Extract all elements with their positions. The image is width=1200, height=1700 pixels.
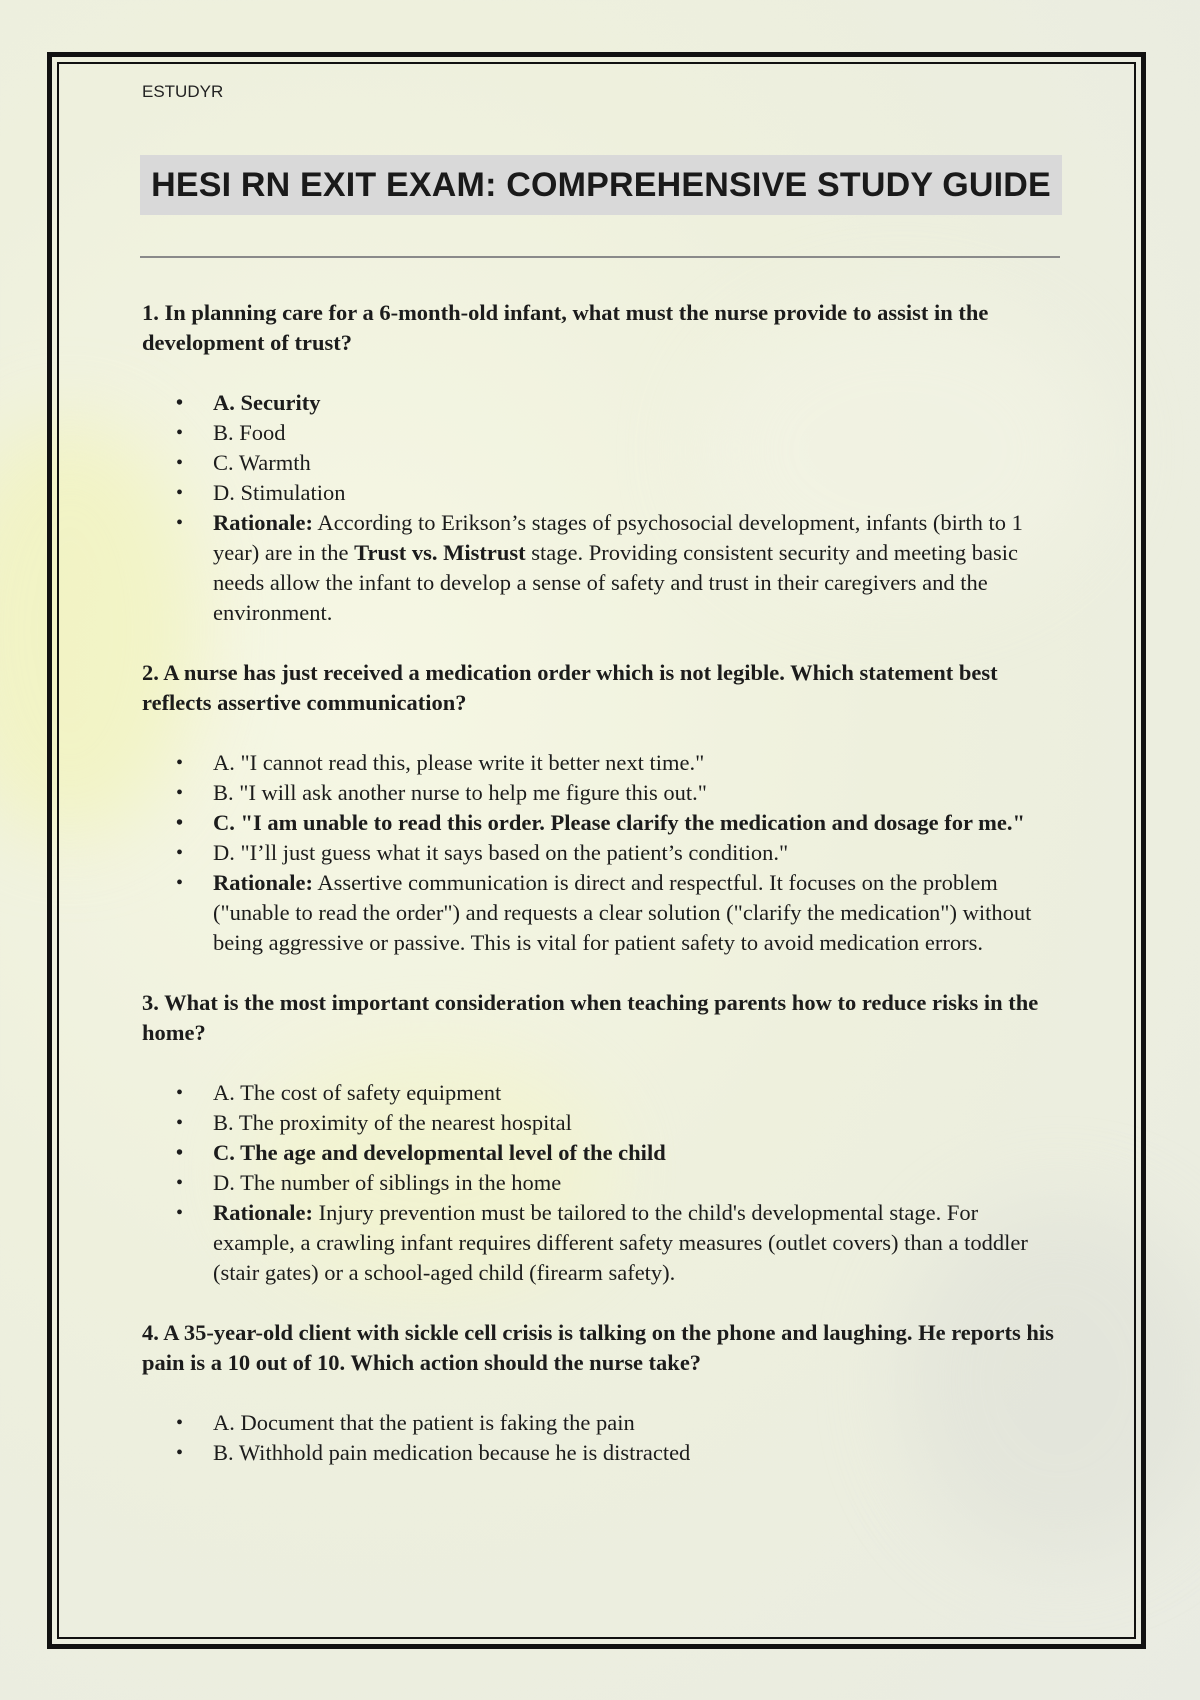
question-block-3 <box>142 988 1062 1288</box>
answer-option-correct: • A. Security <box>142 388 1062 418</box>
rationale <box>142 1198 1062 1288</box>
answer-option: • A. "I cannot read this, please write it better next time." <box>142 748 1062 778</box>
answer-option-correct: • C. "I am unable to read this order. Please clarify the medication and dosage for me." <box>142 808 1062 838</box>
question-block-4 <box>142 1318 1062 1468</box>
header-brand: ESTUDYR <box>142 82 224 101</box>
answer-option: • D. "I’ll just guess what it says based on the patient’s condition." <box>142 838 1062 868</box>
answer-options <box>142 1408 1062 1468</box>
page-title: HESI RN EXIT EXAM: COMPREHENSIVE STUDY GUIDE <box>151 165 1051 204</box>
answer-option: • B. "I will ask another nurse to help me figure this out." <box>142 778 1062 808</box>
answer-option: • B. The proximity of the nearest hospital <box>142 1108 1062 1138</box>
rationale-emphasis: Trust vs. Mistrust <box>354 540 526 565</box>
question-text: 4. A 35-year-old client with sickle cell crisis is talking on the phone and laughing. He reports his pain is a 10 out of 10. Which action should the nurse take? <box>142 1320 1054 1375</box>
rationale-label: Rationale: <box>213 870 313 895</box>
question-text: 3. What is the most important consideration when teaching parents how to reduce risks in the home? <box>142 990 1039 1045</box>
rationale-text: Injury prevention must be tailored to the child's developmental stage. For example, a crawling infant requires different safety measures (outlet covers) than a toddler (stair gates) or a school-aged child (firearm safety). <box>213 1200 1028 1285</box>
answer-options <box>142 388 1062 628</box>
answer-option: • B. Withhold pain medication because he is distracted <box>142 1438 1062 1468</box>
answer-option: • A. The cost of safety equipment <box>142 1078 1062 1108</box>
rationale-label: Rationale: <box>213 1200 313 1225</box>
question-list <box>142 298 1062 1498</box>
divider <box>140 256 1060 258</box>
rationale-text: stage. Providing consistent security and meeting basic needs allow the infant to develop a sense of safety and trust in their caregivers and the environment. <box>213 540 1019 625</box>
rationale-text: Assertive communication is direct and respectful. It focuses on the problem ("unable to read the order") and requests a clear solution ("clarify the medication") without being aggressive or passive. This is vital for patient safety to avoid medication errors. <box>213 870 1032 955</box>
question-block-2 <box>142 658 1062 958</box>
answer-options <box>142 748 1062 958</box>
answer-option: • C. Warmth <box>142 448 1062 478</box>
question-text: 1. In planning care for a 6-month-old infant, what must the nurse provide to assist in the development of trust? <box>142 300 989 355</box>
answer-option: • A. Document that the patient is faking the pain <box>142 1408 1062 1438</box>
rationale-label: Rationale: <box>213 510 313 535</box>
answer-option: • D. Stimulation <box>142 478 1062 508</box>
rationale-text: According to Erikson’s stages of psychosocial development, infants (birth to 1 year) are in the <box>213 510 1023 565</box>
question-text: 2. A nurse has just received a medication order which is not legible. Which statement best reflects assertive communication? <box>142 660 998 715</box>
answer-option: • D. The number of siblings in the home <box>142 1168 1062 1198</box>
answer-option: • B. Food <box>142 418 1062 448</box>
title-banner <box>140 155 1062 215</box>
rationale <box>142 868 1062 958</box>
question-block-1 <box>142 298 1062 628</box>
rationale <box>142 508 1062 628</box>
answer-option-correct: • C. The age and developmental level of the child <box>142 1138 1062 1168</box>
answer-options <box>142 1078 1062 1288</box>
